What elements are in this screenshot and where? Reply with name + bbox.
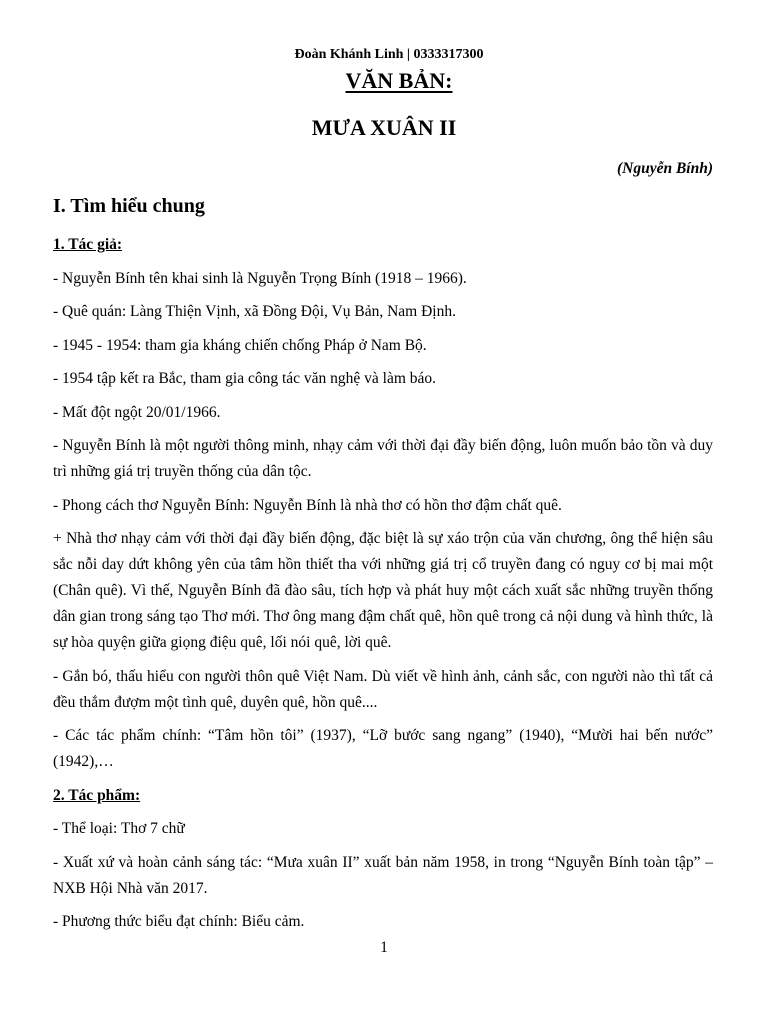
paragraph: - Phương thức biểu đạt chính: Biểu cảm. [53,913,305,930]
document-body [53,232,713,943]
header-author-contact: Đoàn Khánh Linh | 0333317300 [294,47,484,62]
paragraph: + Nhà thơ nhạy cảm với thời đại đầy biến động, đặc biệt là sự xáo trộn của văn chương, ông thể hiện sâu sắc nỗi day dứt không yên của tâm hồn thiết tha với những giá trị cổ truyền đang có nguy cơ bị mai một (Chân quê). Vì thế, Nguyễn Bính đã đào sâu, tích hợp và phát huy một cách xuất sắc những truyền thống dân gian trong sáng tạo Thơ mới. Thơ ông mang đậm chất quê, hồn quê trong cả nội dung và hình thức, là sự hòa quyện giữa giọng điệu quê, lối nói quê, lời quê. [53,530,713,651]
paragraph: - Nguyễn Bính là một người thông minh, nhạy cảm với thời đại đầy biến động, luôn muốn bảo tồn và duy trì những giá trị truyền thống của dân tộc. [53,437,713,480]
paragraph: - 1954 tập kết ra Bắc, tham gia công tác văn nghệ và làm báo. [53,370,437,387]
document-author: (Nguyễn Bính) [616,160,713,177]
paragraph: - Xuất xứ và hoàn cảnh sáng tác: “Mưa xuân II” xuất bản năm 1958, in trong “Nguyễn Bính toàn tập” – NXB Hội Nhà văn 2017. [53,853,713,897]
paragraph: - Nguyễn Bính tên khai sinh là Nguyễn Trọng Bính (1918 – 1966). [53,269,467,287]
paragraph: - Thể loại: Thơ 7 chữ [53,820,185,837]
paragraph: - Mất đột ngột 20/01/1966. [53,403,221,421]
paragraph: - Phong cách thơ Nguyễn Bính: Nguyễn Bính là nhà thơ có hồn thơ đậm chất quê. [53,496,562,514]
subheading-work: 2. Tác phẩm: [53,786,141,804]
page-number: 1 [380,939,388,956]
subheading-author: 1. Tác giả: [53,236,123,253]
paragraph: - Quê quán: Làng Thiện Vịnh, xã Đồng Đội, Vụ Bản, Nam Định. [53,303,456,320]
paragraph: - Gắn bó, thấu hiểu con người thôn quê Việt Nam. Dù viết về hình ảnh, cảnh sắc, con người nào thì tất cả đều thắm đượm một tình quê, duyên quê, hồn quê.... [53,667,713,711]
document-type-text: VĂN BẢN: [345,68,453,93]
document-type-label [0,68,768,94]
paragraph: - 1945 - 1954: tham gia kháng chiến chống Pháp ở Nam Bộ. [53,336,427,354]
paragraph: - Các tác phẩm chính: “Tâm hồn tôi” (1937), “Lỡ bước sang ngang” (1940), “Mười hai bến nước” (1942),… [53,727,713,770]
section-heading: I. Tìm hiểu chung [53,195,205,217]
document-title: MƯA XUÂN II [311,115,457,140]
